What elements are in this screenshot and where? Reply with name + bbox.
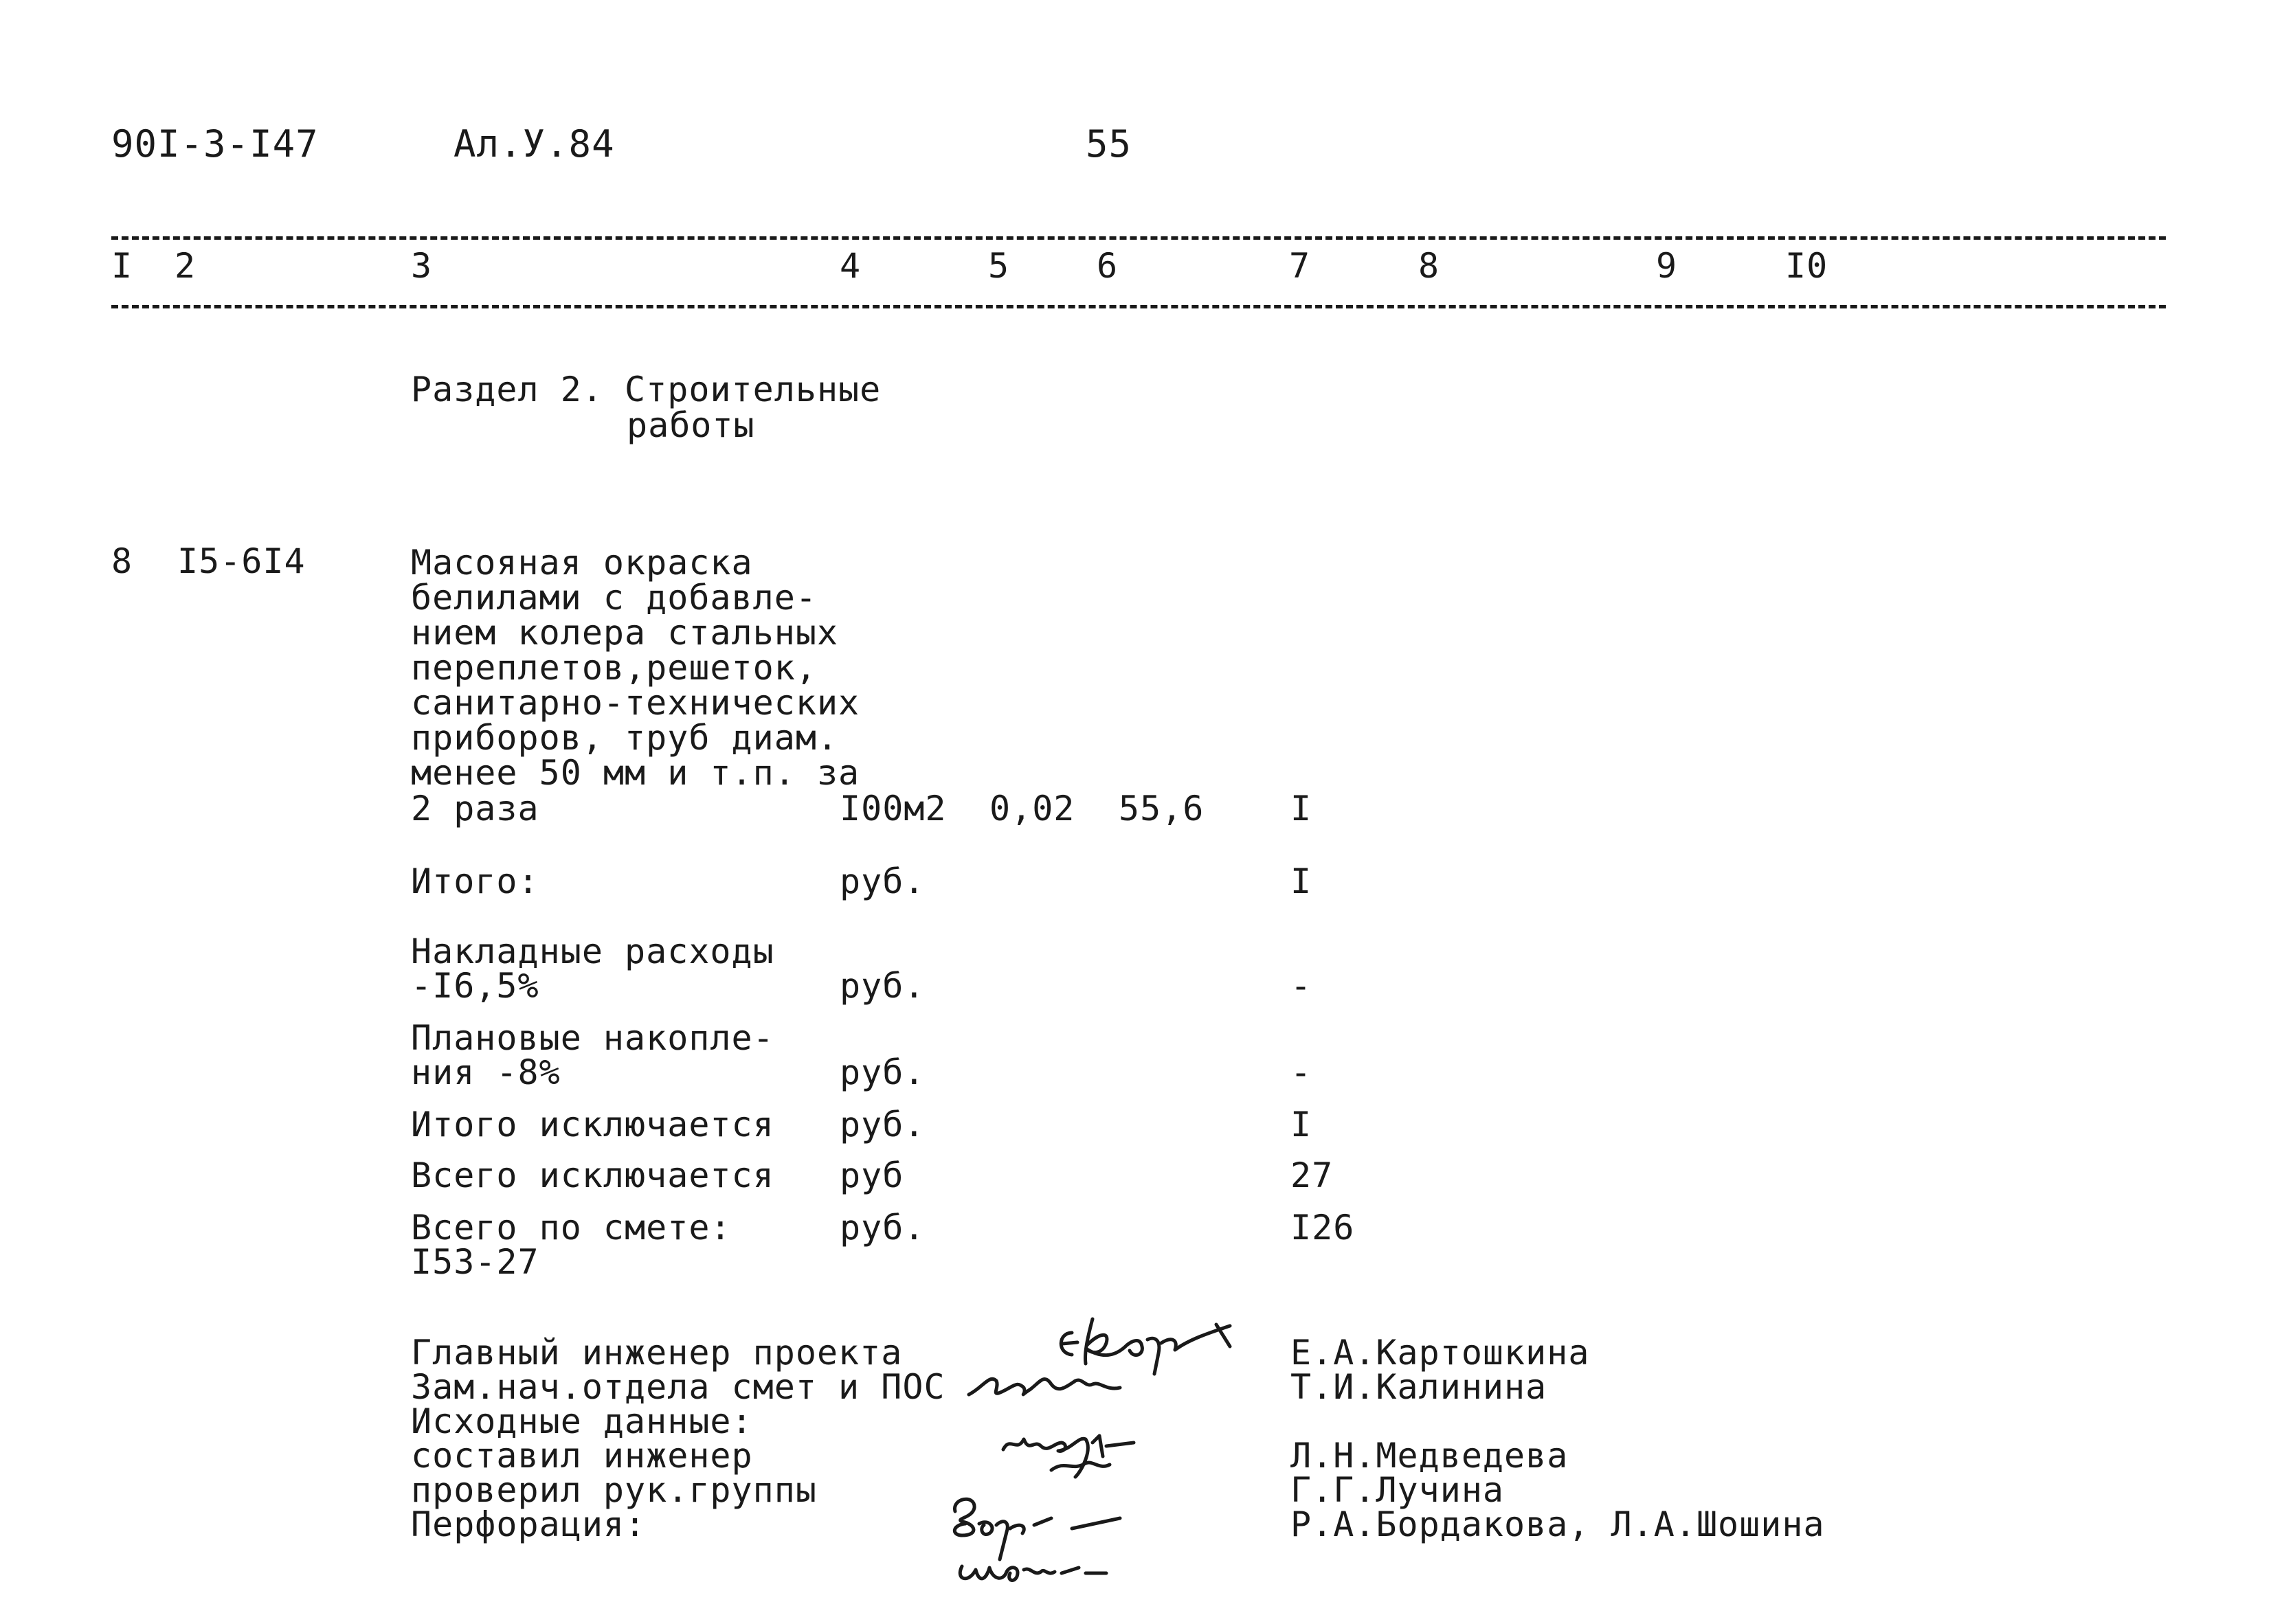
column-header-8: 8 [1418,246,1440,286]
table-top-rule [111,236,2166,240]
column-header-4: 4 [840,246,862,286]
handwritten-signature [962,1360,1127,1408]
column-header-1: I [111,246,133,286]
item-description-line: белилами с добавле- [411,578,817,618]
item-total: I [1290,789,1312,828]
signer-role: Исходные данные: [411,1401,753,1441]
estimate-total-label-continuation: I53-27 [411,1242,539,1282]
signer-role: Перфорация: [411,1504,647,1544]
handwritten-signature [989,1422,1168,1484]
planned-savings-value: - [1290,1052,1312,1092]
document-code: 90I-3-I47 [111,122,319,166]
overhead-value: - [1290,966,1312,1006]
section-title: Раздел 2. Строительные [411,370,882,409]
column-header-6: 6 [1097,246,1119,286]
item-number: 8 [111,541,133,581]
page-number: 55 [1086,122,1132,166]
estimate-total-unit: руб. [840,1208,926,1248]
signer-name: Е.А.Картошкина [1290,1333,1590,1373]
totals-value: I [1290,861,1312,901]
column-header-5: 5 [988,246,1010,286]
item-unit: I00м2 [840,789,947,828]
column-header-7: 7 [1289,246,1311,286]
estimate-total-value: I26 [1290,1208,1355,1248]
signer-name: Л.Н.Медведева [1290,1436,1569,1476]
album-number: Ал.У.84 [454,122,615,166]
subtotal-excluded-value: I [1290,1105,1312,1144]
column-header-3: 3 [411,246,433,286]
item-description-line: нием колера стальных [411,613,839,653]
estimate-total-label: Всего по смете: [411,1208,732,1248]
signer-role: проверил рук.группы [411,1470,817,1510]
signer-name: Р.А.Бордакова, Л.А.Шошина [1290,1504,1825,1544]
item-description-line: санитарно-технических [411,683,860,723]
column-header-9: 9 [1656,246,1678,286]
item-description-line: переплетов,решеток, [411,648,817,688]
item-description-line: приборов, труб диам. [411,718,839,758]
planned-savings-label: Плановые накопле- [411,1018,774,1058]
item-quantity: 0,02 [989,789,1075,828]
item-description-line: Масояная окраска [411,543,753,583]
total-excluded-unit: руб [840,1155,904,1195]
item-code: I5-6I4 [177,541,306,581]
overhead-label: Накладные расходы [411,932,774,971]
planned-savings-unit: руб. [840,1052,926,1092]
total-excluded-value: 27 [1290,1155,1334,1195]
totals-unit: руб. [840,861,926,901]
item-unit-price: 55,6 [1119,789,1205,828]
column-header-2: 2 [175,246,197,286]
signer-role: составил инженер [411,1436,753,1476]
signer-role: Главный инженер проекта [411,1333,903,1373]
column-header-10: I0 [1785,246,1828,286]
total-excluded-label: Всего исключается [411,1155,774,1195]
subtotal-excluded-unit: руб. [840,1105,926,1144]
planned-savings-label-continuation: ния -8% [411,1052,561,1092]
overhead-label-continuation: -I6,5% [411,966,539,1006]
section-title-continuation: работы [627,405,755,445]
totals-label: Итого: [411,861,539,901]
signer-role: Зам.нач.отдела смет и ПОС [411,1367,945,1407]
handwritten-signature [941,1491,1168,1594]
table-header-bottom-rule [111,305,2166,308]
overhead-unit: руб. [840,966,926,1006]
item-description-line: 2 раза [411,789,539,828]
signer-name: Г.Г.Лучина [1290,1470,1505,1510]
signer-name: Т.И.Калинина [1290,1367,1547,1407]
subtotal-excluded-label: Итого исключается [411,1105,774,1144]
item-description-line: менее 50 мм и т.п. за [411,753,860,793]
